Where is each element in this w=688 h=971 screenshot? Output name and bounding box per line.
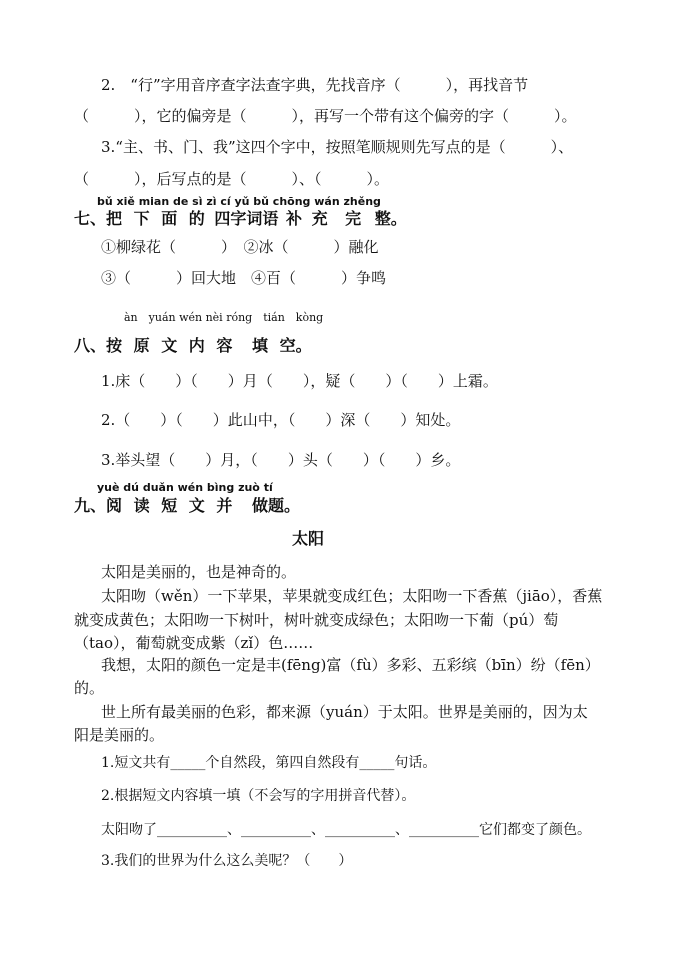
passage-p2-a: 太阳吻（wěn）一下苹果，苹果就变成红色；太阳吻一下香蕉（jiāo），香蕉 — [101, 587, 603, 605]
s9-question-1: 1.短文共有_____个自然段，第四自然段有_____句话。 — [101, 755, 437, 771]
passage-p4-b: 阳是美丽的。 — [74, 726, 165, 744]
s8-line-3: 3.举头望（ ）月，（ ）头（ ）（ ）乡。 — [101, 451, 461, 469]
passage-p3-b: 的。 — [74, 679, 105, 697]
s9-pinyin: yuè dú duǎn wén bìng zuò tí — [97, 481, 273, 494]
q6-3-line-a: 3.“主、书、门、我”这四个字中，按照笔顺规则先写点的是（ ）、 — [101, 138, 574, 156]
passage-p1: 太阳是美丽的，也是神奇的。 — [101, 563, 297, 581]
s7-row-1: ①柳绿花（ ） ②冰（ ）融化 — [101, 238, 379, 256]
s7-pinyin: bǔ xiě mian de sì zì cí yǔ bǔ chōng wán zhěng — [97, 195, 381, 208]
s8-line-1: 1.床（ ）（ ）月（ ），疑（ ）（ ）上霜。 — [101, 372, 498, 390]
s9-question-2: 2.根据短文内容填一填（不会写的字用拼音代替）。 — [101, 788, 416, 804]
q6-2-line-b: （ ），它的偏旁是（ ），再写一个带有这个偏旁的字（ ）。 — [74, 107, 577, 125]
s7-heading: 七、把 下 面 的 四字词语 补 充 完 整。 — [74, 209, 407, 228]
s9-question-3: 3.我们的世界为什么这么美呢？（ ） — [101, 853, 353, 869]
passage-p2-c: （tao），葡萄就变成紫（zǐ）色…… — [74, 634, 314, 652]
s8-pinyin: àn yuán wén nèi róng tián kòng — [124, 311, 324, 324]
passage-p2-b: 就变成黄色；太阳吻一下树叶，树叶就变成绿色；太阳吻一下葡（pú）萄 — [74, 611, 559, 629]
s8-line-2: 2.（ ）（ ）此山中，（ ）深（ ）知处。 — [101, 411, 461, 429]
q6-3-line-b: （ ），后写点的是（ ）、（ ）。 — [74, 170, 390, 188]
passage-title: 太阳 — [292, 529, 325, 548]
s8-heading: 八、按 原 文 内 容 填 空。 — [74, 336, 312, 355]
passage-p3-a: 我想，太阳的颜色一定是丰(fēng)富（fù）多彩、五彩缤（bīn）纷（fēn） — [101, 656, 600, 674]
passage-p4-a: 世上所有最美丽的色彩，都来源（yuán）于太阳。世界是美丽的，因为太 — [101, 703, 588, 721]
q6-2-line-a: 2. “行”字用音序查字法查字典，先找音序（ ），再找音节 — [101, 76, 529, 94]
s7-row-2: ③（ ）回大地 ④百（ ）争鸣 — [101, 269, 387, 287]
s9-question-2-blanks: 太阳吻了__________、__________、__________、__________它们都变了颜色。 — [101, 822, 591, 838]
s9-heading: 九、阅 读 短 文 并 做题。 — [74, 496, 300, 515]
